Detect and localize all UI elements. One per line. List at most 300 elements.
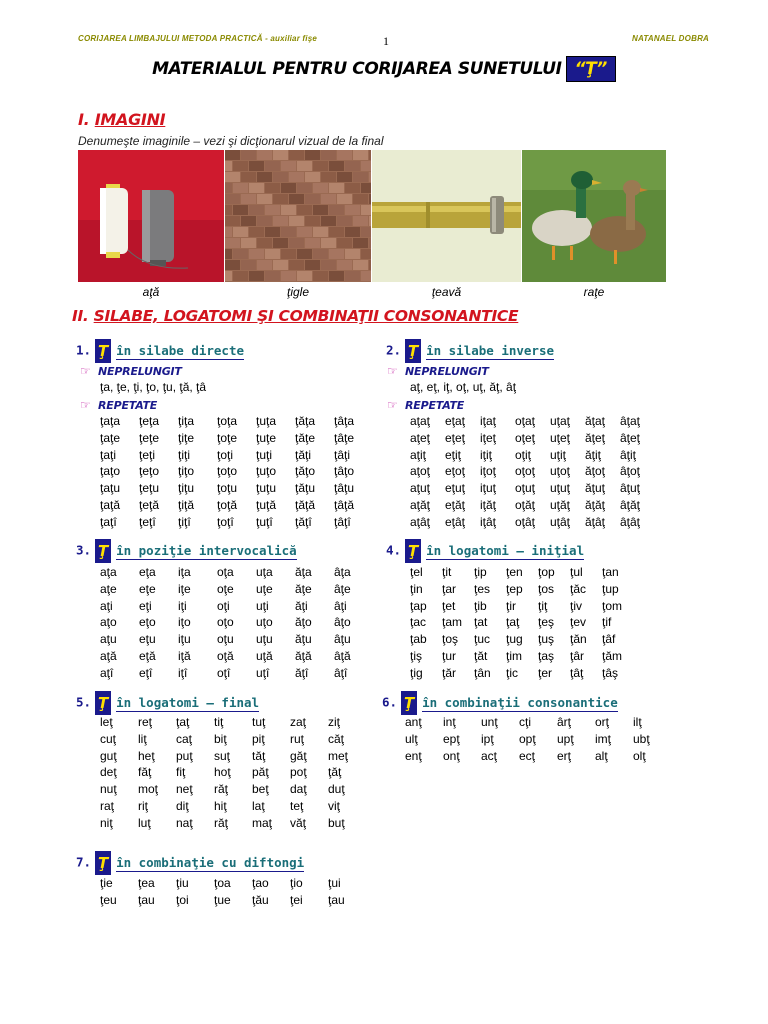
syllable-cell: ţiţa <box>178 414 195 428</box>
syllable-cell: opţ <box>519 731 536 746</box>
syllable-cell: ţoţi <box>217 447 234 462</box>
thread-spools-illustration <box>78 150 224 282</box>
syllable-cell: ţaţ <box>176 715 190 729</box>
syllable-cell: iţe <box>178 581 191 596</box>
syllable-cell: âţuţ <box>620 481 641 496</box>
syllable-cell: ţeţu <box>139 481 160 496</box>
syllable-cell: aţa <box>100 565 117 579</box>
syllable-cell: eţă <box>139 648 156 663</box>
syllable-cell: aţâţ <box>410 514 431 529</box>
exercise-1-grid <box>100 413 373 531</box>
exercise-2-grid <box>410 413 655 531</box>
syllable-cell: ţao <box>252 876 269 890</box>
syllable-cell: eţuţ <box>445 481 466 496</box>
t-comma-badge: Ţ <box>405 339 421 363</box>
syllable-cell: ţâţi <box>334 447 351 462</box>
exercise-4-number: 4. <box>386 542 402 558</box>
syllable-cell: ţoţî <box>217 514 234 529</box>
syllable-cell: niţ <box>100 815 113 830</box>
t-comma-badge: Ţ <box>95 539 111 563</box>
title-text: MATERIALUL PENTRU CORIJAREA SUNETULUI <box>152 59 562 79</box>
exercise-4-grid <box>410 564 634 682</box>
exercise-7-title: în combinaţie cu diftongi <box>116 854 305 870</box>
syllable-cell: uţăţ <box>550 497 571 512</box>
syllable-cell: eţâţ <box>445 514 466 529</box>
exercise-6-grid <box>405 714 671 764</box>
syllable-cell: ţăm <box>602 648 623 663</box>
syllable-cell: ţiţo <box>178 464 195 479</box>
syllable-cell: caţ <box>176 731 193 746</box>
syllable-cell: unţ <box>481 715 498 729</box>
document-title <box>0 56 768 82</box>
syllable-cell: uţo <box>256 615 273 630</box>
syllable-cell: ţip <box>474 565 487 579</box>
syllable-cell: ţăţu <box>295 481 316 496</box>
syllable-cell: poţ <box>290 765 307 780</box>
syllable-cell: piţ <box>252 731 265 746</box>
syllable-cell: ţes <box>474 581 491 596</box>
syllable-cell: ţap <box>410 598 427 613</box>
syllable-cell: teţ <box>290 798 304 813</box>
page-number: 1 <box>383 34 389 48</box>
syllable-cell: uţi <box>256 598 269 613</box>
exercise-1-number: 1. <box>76 342 92 358</box>
syllable-cell: ţaţa <box>100 414 121 428</box>
syllable-cell: iţî <box>178 665 188 680</box>
syllable-cell: ăţu <box>295 632 312 647</box>
syllable-cell: ţen <box>506 565 523 579</box>
syllable-cell: deţ <box>100 765 117 780</box>
syllable-cell: ulţ <box>405 731 418 746</box>
syllable-cell: uţa <box>256 565 273 579</box>
syllable-cell: ţim <box>506 648 522 663</box>
syllable-cell: ţac <box>410 615 427 630</box>
exercise-1-line: ţa, ţe, ţi, ţo, ţu, ţă, ţâ <box>100 380 207 394</box>
syllable-cell: duţ <box>328 782 345 797</box>
exercise-2-number: 2. <box>386 342 402 358</box>
syllable-cell: ţat <box>474 615 488 630</box>
syllable-cell: ţea <box>138 876 155 890</box>
syllable-cell: raţ <box>100 798 115 813</box>
syllable-cell: uţuţ <box>550 481 571 496</box>
syllable-cell: ţăr <box>442 665 457 680</box>
syllable-cell: âţe <box>334 581 351 596</box>
syllable-cell: aţi <box>100 598 113 613</box>
syllable-cell: ţab <box>410 632 427 647</box>
exercise-7-grid <box>100 875 366 909</box>
syllable-cell: ţuţo <box>256 464 277 479</box>
syllable-cell: eţaţ <box>445 414 466 428</box>
section-2-title: SILABE, LOGATOMI ŞI COMBINAŢII CONSONANTICE <box>93 307 519 325</box>
syllable-cell: ilţ <box>633 715 642 729</box>
syllable-cell: ţeţa <box>139 414 160 428</box>
syllable-cell: âţeţ <box>620 430 641 445</box>
syllable-cell: aţă <box>100 648 117 663</box>
syllable-cell: aţiţ <box>410 447 427 462</box>
syllable-cell: oţoţ <box>515 464 536 479</box>
syllable-cell: alţ <box>595 748 608 763</box>
section-1-number: I. <box>78 110 90 129</box>
syllable-cell: ţuş <box>538 632 555 647</box>
syllable-cell: oţiţ <box>515 447 532 462</box>
header-right: NATANAEL DOBRA <box>632 34 710 43</box>
syllable-cell: ţif <box>602 615 612 630</box>
syllable-cell: uţoţ <box>550 464 571 479</box>
syllable-cell: ţâţu <box>334 481 355 496</box>
syllable-cell: aţu <box>100 632 117 647</box>
syllable-cell: ţoţa <box>217 414 238 428</box>
syllable-cell: ţiţe <box>178 430 195 445</box>
syllable-cell: anţ <box>405 715 422 729</box>
syllable-cell: orţ <box>595 715 610 729</box>
syllable-cell: acţ <box>481 748 498 763</box>
syllable-cell: naţ <box>176 815 193 830</box>
syllable-cell: enţ <box>405 748 422 763</box>
t-comma-badge: Ţ <box>95 339 111 363</box>
syllable-cell: ţie <box>100 876 113 890</box>
syllable-cell: păţ <box>252 765 269 780</box>
pointing-hand-icon: ☞ <box>80 364 91 378</box>
syllable-cell: eţe <box>139 581 156 596</box>
syllable-cell: iţă <box>178 648 191 663</box>
syllable-cell: iţu <box>178 632 191 647</box>
syllable-cell: ţul <box>570 565 583 579</box>
syllable-cell: oţa <box>217 565 234 579</box>
syllable-cell: meţ <box>328 748 349 763</box>
syllable-cell: ţau <box>138 892 155 907</box>
syllable-cell: ăţuţ <box>585 481 606 496</box>
syllable-cell: reţ <box>138 715 153 729</box>
pointing-hand-icon: ☞ <box>80 398 91 412</box>
exercise-3-number: 3. <box>76 542 92 558</box>
syllable-cell: ţeţe <box>139 430 160 445</box>
exercise-1-label-b <box>80 398 157 412</box>
image-thread <box>78 150 224 282</box>
syllable-cell: ţâr <box>570 648 585 663</box>
syllable-cell: ţoş <box>442 632 459 647</box>
syllable-cell: uţiţ <box>550 447 567 462</box>
syllable-cell: ţic <box>506 665 518 680</box>
syllable-cell: ţan <box>602 565 619 579</box>
syllable-cell: ţel <box>410 565 423 579</box>
syllable-cell: ţaţe <box>100 430 121 445</box>
syllable-cell: ţue <box>214 892 231 907</box>
syllable-cell: ţăc <box>570 581 587 596</box>
instruction: Denumeşte imaginile – vezi şi dicţionarul vizual de la final <box>78 134 384 148</box>
syllable-cell: zaţ <box>290 715 307 729</box>
syllable-cell: ăţa <box>295 565 312 579</box>
syllable-cell: âţo <box>334 615 351 630</box>
syllable-cell: tăţ <box>252 748 266 763</box>
syllable-cell: ţur <box>442 648 457 663</box>
syllable-cell: suţ <box>214 748 231 763</box>
syllable-cell: leţ <box>100 715 113 729</box>
syllable-cell: ţaş <box>538 648 555 663</box>
syllable-cell: uţă <box>256 648 273 663</box>
syllable-cell: ţiţi <box>178 447 190 462</box>
syllable-cell: ţoţo <box>217 464 238 479</box>
exercise-2-title: în silabe inverse <box>426 342 554 358</box>
syllable-cell: imţ <box>595 731 611 746</box>
ducks-illustration <box>522 150 666 282</box>
syllable-cell: ţui <box>328 876 341 890</box>
syllable-cell: ârţ <box>557 715 572 729</box>
exercise-2-label-a <box>387 364 489 378</box>
image-tiles <box>225 150 371 282</box>
syllable-cell: ţăţo <box>295 464 316 479</box>
syllable-cell: viţ <box>328 798 340 813</box>
syllable-cell: inţ <box>443 715 456 729</box>
syllable-cell: ruţ <box>290 731 305 746</box>
syllable-cell: aţo <box>100 615 117 630</box>
syllable-cell: ţaţo <box>100 464 121 479</box>
syllable-cell: ţâf <box>602 632 616 647</box>
syllable-cell: răţ <box>214 815 229 830</box>
syllable-cell: ţug <box>506 632 523 647</box>
syllable-cell: eţî <box>139 665 153 680</box>
syllable-cell: ţăţă <box>295 497 316 512</box>
syllable-cell: âţoţ <box>620 464 641 479</box>
syllable-cell: ţoţă <box>217 497 238 512</box>
t-comma-badge: Ţ <box>95 851 111 875</box>
syllable-cell: ţoţe <box>217 430 238 445</box>
syllable-cell: eţa <box>139 565 156 579</box>
caption-tiles: ţigle <box>286 285 309 299</box>
exercise-6-heading <box>382 691 618 715</box>
syllable-cell: ţer <box>538 665 553 680</box>
caption-thread: aţă <box>142 285 160 299</box>
syllable-cell: ţio <box>290 876 303 890</box>
syllable-cell: uţaţ <box>550 414 571 428</box>
syllable-cell: ţiţu <box>178 481 195 496</box>
syllable-cell: luţ <box>138 815 151 830</box>
syllable-cell: hiţ <box>214 798 227 813</box>
syllable-cell: cuţ <box>100 731 117 746</box>
exercise-7-heading <box>76 851 304 875</box>
syllable-cell: ţop <box>538 565 555 579</box>
syllable-cell: puţ <box>176 748 193 763</box>
exercise-2-line: aţ, eţ, iţ, oţ, uţ, ăţ, âţ <box>410 380 517 394</box>
t-comma-badge: Ţ <box>95 691 111 715</box>
syllable-cell: âţa <box>334 565 351 579</box>
syllable-cell: oţăţ <box>515 497 536 512</box>
syllable-cell: âţaţ <box>620 414 641 428</box>
section-1-heading <box>78 110 165 129</box>
syllable-cell: aţăţ <box>410 497 431 512</box>
exercise-6-number: 6. <box>382 694 398 710</box>
syllable-cell: âţăţ <box>620 497 641 512</box>
syllable-cell: ubţ <box>633 731 650 746</box>
syllable-cell: ţiţă <box>178 497 195 512</box>
syllable-cell: aţeţ <box>410 430 431 445</box>
syllable-cell: ţuţî <box>256 514 273 529</box>
syllable-cell: ţăţa <box>295 414 316 428</box>
syllable-cell: ţăţ <box>328 765 342 780</box>
syllable-cell: nuţ <box>100 782 117 797</box>
syllable-cell: ţiu <box>176 876 189 890</box>
syllable-cell: âţiţ <box>620 447 637 462</box>
syllable-cell: neţ <box>176 782 193 797</box>
syllable-cell: oţî <box>217 665 231 680</box>
syllable-cell: ţeu <box>100 892 117 907</box>
syllable-cell: căţ <box>328 731 345 746</box>
syllable-cell: iţeţ <box>480 430 497 445</box>
syllable-cell: âţî <box>334 665 348 680</box>
syllable-cell: olţ <box>633 748 646 763</box>
exercise-5-number: 5. <box>76 694 92 710</box>
syllable-cell: ţuţi <box>256 447 273 462</box>
section-2-number: II. <box>72 307 89 325</box>
syllable-cell: ăţo <box>295 615 312 630</box>
syllable-cell: oţeţ <box>515 430 536 445</box>
label-text: NEPRELUNGIT <box>405 365 489 378</box>
syllable-cell: ţig <box>410 665 423 680</box>
syllable-cell: răţ <box>214 782 229 797</box>
syllable-cell: iţăţ <box>480 497 497 512</box>
exercise-5-grid <box>100 714 366 832</box>
syllable-cell: ţar <box>442 581 457 596</box>
exercise-2-label-b <box>387 398 464 412</box>
exercise-7-number: 7. <box>76 854 92 870</box>
syllable-cell: iţuţ <box>480 481 497 496</box>
syllable-cell: ţeţî <box>139 514 156 529</box>
syllable-cell: iţiţ <box>480 447 492 462</box>
syllable-cell: ţoa <box>214 876 231 890</box>
caption-ducks: raţe <box>583 285 605 299</box>
syllable-cell: ţâţ <box>570 665 584 680</box>
syllable-cell: ţib <box>474 598 487 613</box>
syllable-cell: ţoi <box>176 892 189 907</box>
exercise-4-heading <box>386 539 584 563</box>
syllable-cell: ţâţe <box>334 430 355 445</box>
header-left: CORIJAREA LIMBAJULUI METODA PRACTICĂ - auxiliar fişe <box>78 34 318 43</box>
syllable-cell: ţeţă <box>139 497 160 512</box>
pointing-hand-icon: ☞ <box>387 398 398 412</box>
syllable-cell: văţ <box>290 815 307 830</box>
syllable-cell: ipţ <box>481 731 494 746</box>
exercise-4-title: în logatomi – iniţial <box>426 542 585 558</box>
syllable-cell: ţev <box>570 615 587 630</box>
syllable-cell: uţî <box>256 665 270 680</box>
image-pipe <box>372 150 521 282</box>
syllable-cell: ţăţe <box>295 430 316 445</box>
syllable-cell: uţu <box>256 632 273 647</box>
roof-tiles-illustration <box>225 150 371 282</box>
label-text: REPETATE <box>98 399 158 412</box>
syllable-cell: oţuţ <box>515 481 536 496</box>
syllable-cell: oţaţ <box>515 414 536 428</box>
caption-pipe: ţeavă <box>431 285 462 299</box>
section-1-title: IMAGINI <box>94 110 166 129</box>
syllable-cell: laţ <box>252 798 265 813</box>
syllable-cell: ţiţî <box>178 514 191 529</box>
syllable-cell: ţeţo <box>139 464 160 479</box>
syllable-cell: buţ <box>328 815 345 830</box>
syllable-cell: aţî <box>100 665 114 680</box>
syllable-cell: ţăt <box>474 648 488 663</box>
syllable-cell: oţâţ <box>515 514 536 529</box>
syllable-cell: aţoţ <box>410 464 431 479</box>
syllable-cell: ţău <box>252 892 269 907</box>
syllable-cell: oţe <box>217 581 234 596</box>
syllable-cell: daţ <box>290 782 307 797</box>
syllable-cell: ţeţi <box>139 447 156 462</box>
syllable-cell: beţ <box>252 782 269 797</box>
syllable-cell: aţe <box>100 581 117 596</box>
syllable-cell: aţuţ <box>410 481 431 496</box>
syllable-cell: ţuţă <box>256 497 277 512</box>
syllable-cell: ţâţă <box>334 497 355 512</box>
image-ducks <box>522 150 666 282</box>
syllable-cell: iţo <box>178 615 191 630</box>
syllable-cell: heţ <box>138 748 155 763</box>
label-text: NEPRELUNGIT <box>98 365 182 378</box>
syllable-cell: eţoţ <box>445 464 466 479</box>
syllable-cell: ţaţă <box>100 497 121 512</box>
syllable-cell: ţăţi <box>295 447 312 462</box>
syllable-cell: maţ <box>252 815 273 830</box>
syllable-cell: âţu <box>334 632 351 647</box>
exercise-5-title: în logatomi – final <box>116 694 260 710</box>
syllable-cell: ţup <box>602 581 619 596</box>
syllable-cell: ţuţa <box>256 414 277 428</box>
syllable-cell: hoţ <box>214 765 231 780</box>
syllable-cell: uţeţ <box>550 430 571 445</box>
syllable-cell: ăţoţ <box>585 464 606 479</box>
syllable-cell: ţaţî <box>100 514 117 529</box>
syllable-cell: upţ <box>557 731 574 746</box>
syllable-cell: biţ <box>214 731 227 746</box>
syllable-cell: oţu <box>217 632 234 647</box>
syllable-cell: ţaţ <box>506 615 520 630</box>
pipe-illustration <box>372 150 521 282</box>
syllable-cell: ţin <box>410 581 423 596</box>
syllable-cell: tuţ <box>252 715 266 729</box>
syllable-cell: ţeş <box>538 615 555 630</box>
syllable-cell: âţă <box>334 648 351 663</box>
syllable-cell: ţâţî <box>334 514 351 529</box>
syllable-cell: ţir <box>506 598 516 613</box>
syllable-cell: ţaţu <box>100 481 121 496</box>
t-comma-badge: Ţ <box>405 539 421 563</box>
exercise-3-grid <box>100 564 373 682</box>
syllable-cell: uţe <box>256 581 273 596</box>
syllable-cell: ţăţî <box>295 514 312 529</box>
syllable-cell: ţuţe <box>256 430 277 445</box>
syllable-cell: riţ <box>138 798 148 813</box>
syllable-cell: eţiţ <box>445 447 462 462</box>
syllable-cell: ţăn <box>570 632 587 647</box>
syllable-cell: ecţ <box>519 748 536 763</box>
syllable-cell: ţiv <box>570 598 582 613</box>
syllable-cell: epţ <box>443 731 460 746</box>
syllable-cell: oţi <box>217 598 230 613</box>
syllable-cell: âţâţ <box>620 514 641 529</box>
syllable-cell: eţăţ <box>445 497 466 512</box>
syllable-cell: ăţî <box>295 665 309 680</box>
syllable-cell: ţau <box>328 892 345 907</box>
syllable-cell: cţi <box>519 715 531 729</box>
syllable-cell: ţuc <box>474 632 491 647</box>
syllable-cell: ţei <box>290 892 303 907</box>
syllable-cell: ţos <box>538 581 555 596</box>
syllable-cell: moţ <box>138 782 159 797</box>
syllable-cell: ţit <box>442 565 452 579</box>
syllable-cell: ţam <box>442 615 463 630</box>
syllable-cell: găţ <box>290 748 307 763</box>
syllable-cell: ţoţu <box>217 481 238 496</box>
syllable-cell: fiţ <box>176 765 186 780</box>
